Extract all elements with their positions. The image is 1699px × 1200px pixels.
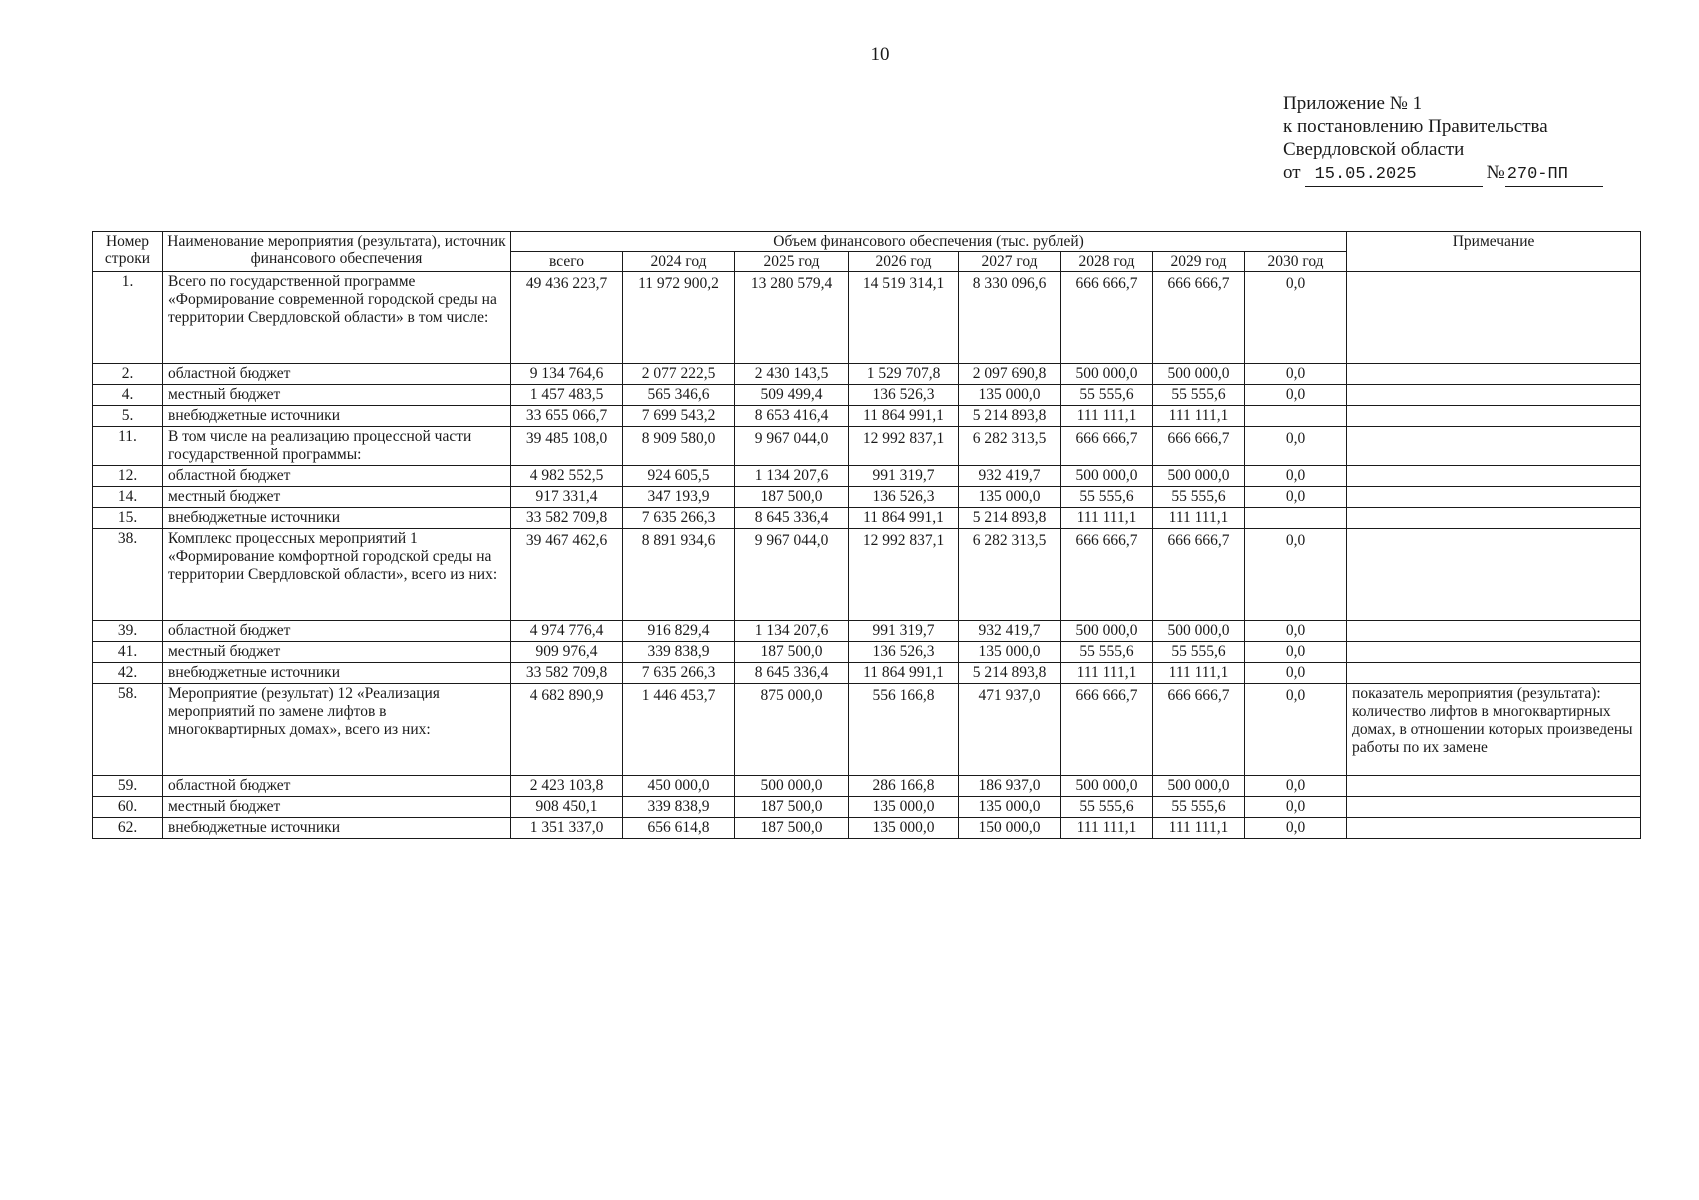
row-name-cell: местный бюджет: [163, 797, 511, 818]
value-cell: 7 635 266,3: [623, 508, 735, 529]
row-name-cell: Мероприятие (результат) 12 «Реализация мероприятий по замене лифтов в многоквартирных домах», всего из них:: [163, 684, 511, 776]
table-row: [93, 508, 1641, 529]
value-cell: 932 419,7: [959, 621, 1061, 642]
value-cell: 2 430 143,5: [735, 364, 849, 385]
table-row: [93, 776, 1641, 797]
appendix-decree-ref: к постановлению Правительства: [1283, 116, 1548, 137]
value-cell: 55 555,6: [1061, 797, 1153, 818]
value-cell: 8 645 336,4: [735, 508, 849, 529]
value-cell: 11 864 991,1: [849, 508, 959, 529]
value-cell: 509 499,4: [735, 385, 849, 406]
value-cell: 339 838,9: [623, 642, 735, 663]
table-row: [93, 642, 1641, 663]
appendix-header: [1283, 92, 1603, 187]
value-cell: 187 500,0: [735, 487, 849, 508]
value-cell: 9 134 764,6: [511, 364, 623, 385]
value-cell: 932 419,7: [959, 466, 1061, 487]
value-cell: 916 829,4: [623, 621, 735, 642]
value-cell: 33 655 066,7: [511, 406, 623, 427]
appendix-date-line: [1283, 161, 1603, 187]
value-cell: [1245, 406, 1347, 427]
header-year-2027: 2027 год: [959, 252, 1061, 272]
value-cell: 55 555,6: [1061, 642, 1153, 663]
number-sign: №: [1486, 162, 1505, 183]
row-number-cell: 42.: [93, 663, 163, 684]
value-cell: 55 555,6: [1153, 385, 1245, 406]
value-cell: 666 666,7: [1153, 272, 1245, 364]
row-note-cell: [1347, 797, 1641, 818]
value-cell: 136 526,3: [849, 385, 959, 406]
row-number-cell: 4.: [93, 385, 163, 406]
value-cell: 9 967 044,0: [735, 529, 849, 621]
value-cell: 2 077 222,5: [623, 364, 735, 385]
row-note-cell: [1347, 621, 1641, 642]
value-cell: [1245, 508, 1347, 529]
value-cell: 1 351 337,0: [511, 818, 623, 839]
value-cell: 111 111,1: [1153, 508, 1245, 529]
row-number-cell: 59.: [93, 776, 163, 797]
value-cell: 2 097 690,8: [959, 364, 1061, 385]
header-note: Примечание: [1347, 232, 1641, 272]
row-note-cell: [1347, 364, 1641, 385]
value-cell: 500 000,0: [1153, 776, 1245, 797]
value-cell: 500 000,0: [1061, 621, 1153, 642]
value-cell: 500 000,0: [1061, 776, 1153, 797]
row-number-cell: 60.: [93, 797, 163, 818]
value-cell: 4 974 776,4: [511, 621, 623, 642]
header-total: всего: [511, 252, 623, 272]
value-cell: 6 282 313,5: [959, 427, 1061, 466]
value-cell: 55 555,6: [1153, 642, 1245, 663]
row-note-cell: [1347, 427, 1641, 466]
value-cell: 1 134 207,6: [735, 466, 849, 487]
value-cell: 0,0: [1245, 684, 1347, 776]
header-year-2024: 2024 год: [623, 252, 735, 272]
value-cell: 286 166,8: [849, 776, 959, 797]
value-cell: 0,0: [1245, 385, 1347, 406]
row-name-cell: областной бюджет: [163, 466, 511, 487]
table-row: [93, 663, 1641, 684]
value-cell: 136 526,3: [849, 487, 959, 508]
header-year-2025: 2025 год: [735, 252, 849, 272]
value-cell: 9 967 044,0: [735, 427, 849, 466]
row-note-cell: [1347, 272, 1641, 364]
value-cell: 471 937,0: [959, 684, 1061, 776]
value-cell: 55 555,6: [1153, 797, 1245, 818]
row-name-cell: областной бюджет: [163, 776, 511, 797]
value-cell: 347 193,9: [623, 487, 735, 508]
value-cell: 565 346,6: [623, 385, 735, 406]
value-cell: 8 330 096,6: [959, 272, 1061, 364]
value-cell: 135 000,0: [849, 797, 959, 818]
value-cell: 556 166,8: [849, 684, 959, 776]
row-note-cell: [1347, 406, 1641, 427]
value-cell: 12 992 837,1: [849, 529, 959, 621]
table-row: [93, 818, 1641, 839]
value-cell: 12 992 837,1: [849, 427, 959, 466]
value-cell: 339 838,9: [623, 797, 735, 818]
value-cell: 14 519 314,1: [849, 272, 959, 364]
value-cell: 0,0: [1245, 529, 1347, 621]
row-name-cell: местный бюджет: [163, 385, 511, 406]
value-cell: 666 666,7: [1153, 684, 1245, 776]
row-name-cell: областной бюджет: [163, 621, 511, 642]
value-cell: 500 000,0: [1153, 364, 1245, 385]
value-cell: 0,0: [1245, 487, 1347, 508]
value-cell: 991 319,7: [849, 621, 959, 642]
value-cell: 450 000,0: [623, 776, 735, 797]
value-cell: 5 214 893,8: [959, 508, 1061, 529]
value-cell: 135 000,0: [849, 818, 959, 839]
header-year-2030: 2030 год: [1245, 252, 1347, 272]
table-row: [93, 385, 1641, 406]
appendix-region: Свердловской области: [1283, 139, 1465, 160]
row-name-cell: областной бюджет: [163, 364, 511, 385]
value-cell: 0,0: [1245, 427, 1347, 466]
value-cell: 5 214 893,8: [959, 406, 1061, 427]
table-row: [93, 406, 1641, 427]
row-number-cell: 11.: [93, 427, 163, 466]
value-cell: 111 111,1: [1153, 663, 1245, 684]
value-cell: 4 982 552,5: [511, 466, 623, 487]
value-cell: 666 666,7: [1153, 529, 1245, 621]
value-cell: 49 436 223,7: [511, 272, 623, 364]
value-cell: 1 457 483,5: [511, 385, 623, 406]
value-cell: 656 614,8: [623, 818, 735, 839]
value-cell: 6 282 313,5: [959, 529, 1061, 621]
value-cell: 2 423 103,8: [511, 776, 623, 797]
value-cell: 909 976,4: [511, 642, 623, 663]
value-cell: 0,0: [1245, 466, 1347, 487]
row-note-cell: [1347, 663, 1641, 684]
row-name-cell: внебюджетные источники: [163, 406, 511, 427]
row-note-cell: [1347, 529, 1641, 621]
value-cell: 500 000,0: [735, 776, 849, 797]
value-cell: 666 666,7: [1061, 272, 1153, 364]
value-cell: 0,0: [1245, 642, 1347, 663]
value-cell: 186 937,0: [959, 776, 1061, 797]
row-name-cell: внебюджетные источники: [163, 663, 511, 684]
decree-date: 15.05.2025: [1305, 163, 1483, 187]
value-cell: 0,0: [1245, 272, 1347, 364]
value-cell: 11 972 900,2: [623, 272, 735, 364]
value-cell: 875 000,0: [735, 684, 849, 776]
table-row: [93, 684, 1641, 776]
value-cell: 4 682 890,9: [511, 684, 623, 776]
table-row: [93, 797, 1641, 818]
value-cell: 1 134 207,6: [735, 621, 849, 642]
row-number-cell: 62.: [93, 818, 163, 839]
table-row: [93, 427, 1641, 466]
value-cell: 33 582 709,8: [511, 663, 623, 684]
page-number: 10: [870, 44, 890, 65]
value-cell: 0,0: [1245, 818, 1347, 839]
row-number-cell: 2.: [93, 364, 163, 385]
value-cell: 908 450,1: [511, 797, 623, 818]
value-cell: 8 653 416,4: [735, 406, 849, 427]
table-row: [93, 621, 1641, 642]
value-cell: 136 526,3: [849, 642, 959, 663]
financing-table: [92, 231, 1641, 839]
value-cell: 1 446 453,7: [623, 684, 735, 776]
value-cell: 8 645 336,4: [735, 663, 849, 684]
date-prefix: от: [1283, 162, 1301, 183]
header-name: Наименование мероприятия (результата), источник финансового обеспечения: [163, 232, 511, 272]
value-cell: 135 000,0: [959, 797, 1061, 818]
value-cell: 111 111,1: [1061, 406, 1153, 427]
value-cell: 135 000,0: [959, 642, 1061, 663]
row-number-cell: 1.: [93, 272, 163, 364]
value-cell: 991 319,7: [849, 466, 959, 487]
value-cell: 13 280 579,4: [735, 272, 849, 364]
row-name-cell: местный бюджет: [163, 642, 511, 663]
value-cell: 500 000,0: [1061, 364, 1153, 385]
value-cell: 7 699 543,2: [623, 406, 735, 427]
row-number-cell: 41.: [93, 642, 163, 663]
header-year-2026: 2026 год: [849, 252, 959, 272]
value-cell: 5 214 893,8: [959, 663, 1061, 684]
value-cell: 8 891 934,6: [623, 529, 735, 621]
header-year-2028: 2028 год: [1061, 252, 1153, 272]
table-row: [93, 364, 1641, 385]
value-cell: 55 555,6: [1061, 385, 1153, 406]
table-header-row: [93, 232, 1641, 252]
row-number-cell: 38.: [93, 529, 163, 621]
row-name-cell: местный бюджет: [163, 487, 511, 508]
row-note-cell: [1347, 818, 1641, 839]
row-number-cell: 39.: [93, 621, 163, 642]
value-cell: 55 555,6: [1061, 487, 1153, 508]
value-cell: 187 500,0: [735, 797, 849, 818]
table-row: [93, 487, 1641, 508]
value-cell: 8 909 580,0: [623, 427, 735, 466]
value-cell: 33 582 709,8: [511, 508, 623, 529]
value-cell: 111 111,1: [1061, 508, 1153, 529]
value-cell: 111 111,1: [1153, 818, 1245, 839]
value-cell: 0,0: [1245, 797, 1347, 818]
row-number-cell: 15.: [93, 508, 163, 529]
row-number-cell: 12.: [93, 466, 163, 487]
row-note-cell: [1347, 487, 1641, 508]
row-name-cell: В том числе на реализацию процессной части государственной программы:: [163, 427, 511, 466]
row-name-cell: внебюджетные источники: [163, 818, 511, 839]
value-cell: 111 111,1: [1061, 663, 1153, 684]
row-note-cell: [1347, 776, 1641, 797]
appendix-title: Приложение № 1: [1283, 93, 1423, 114]
row-note-cell: [1347, 385, 1641, 406]
value-cell: 111 111,1: [1061, 818, 1153, 839]
value-cell: 0,0: [1245, 663, 1347, 684]
value-cell: 500 000,0: [1153, 466, 1245, 487]
decree-number: 270-ПП: [1505, 163, 1603, 187]
value-cell: 135 000,0: [959, 385, 1061, 406]
row-note-cell: [1347, 642, 1641, 663]
value-cell: 187 500,0: [735, 818, 849, 839]
value-cell: 11 864 991,1: [849, 663, 959, 684]
value-cell: 666 666,7: [1061, 427, 1153, 466]
value-cell: 666 666,7: [1153, 427, 1245, 466]
value-cell: 1 529 707,8: [849, 364, 959, 385]
value-cell: 666 666,7: [1061, 529, 1153, 621]
row-number-cell: 5.: [93, 406, 163, 427]
value-cell: 0,0: [1245, 621, 1347, 642]
row-note-cell: показатель мероприятия (результата): количество лифтов в многоквартирных домах, в отношении которых произведены работы по их замене: [1347, 684, 1641, 776]
value-cell: 187 500,0: [735, 642, 849, 663]
row-name-cell: Всего по государственной программе «Формирование современной городской среды на территории Свердловской области» в том числе:: [163, 272, 511, 364]
row-number-cell: 58.: [93, 684, 163, 776]
table-row: [93, 272, 1641, 364]
row-note-cell: [1347, 508, 1641, 529]
value-cell: 0,0: [1245, 364, 1347, 385]
value-cell: 666 666,7: [1061, 684, 1153, 776]
value-cell: 111 111,1: [1153, 406, 1245, 427]
row-name-cell: внебюджетные источники: [163, 508, 511, 529]
value-cell: 500 000,0: [1061, 466, 1153, 487]
value-cell: 11 864 991,1: [849, 406, 959, 427]
value-cell: 135 000,0: [959, 487, 1061, 508]
value-cell: 917 331,4: [511, 487, 623, 508]
header-volume: Объем финансового обеспечения (тыс. рублей): [511, 232, 1347, 252]
value-cell: 924 605,5: [623, 466, 735, 487]
header-year-2029: 2029 год: [1153, 252, 1245, 272]
value-cell: 39 485 108,0: [511, 427, 623, 466]
table-row: [93, 529, 1641, 621]
table-row: [93, 466, 1641, 487]
header-row-number: Номер строки: [93, 232, 163, 272]
value-cell: 500 000,0: [1153, 621, 1245, 642]
value-cell: 39 467 462,6: [511, 529, 623, 621]
row-note-cell: [1347, 466, 1641, 487]
row-name-cell: Комплекс процессных мероприятий 1 «Формирование комфортной городской среды на территории Свердловской области», всего из них:: [163, 529, 511, 621]
value-cell: 7 635 266,3: [623, 663, 735, 684]
value-cell: 55 555,6: [1153, 487, 1245, 508]
value-cell: 0,0: [1245, 776, 1347, 797]
value-cell: 150 000,0: [959, 818, 1061, 839]
row-number-cell: 14.: [93, 487, 163, 508]
